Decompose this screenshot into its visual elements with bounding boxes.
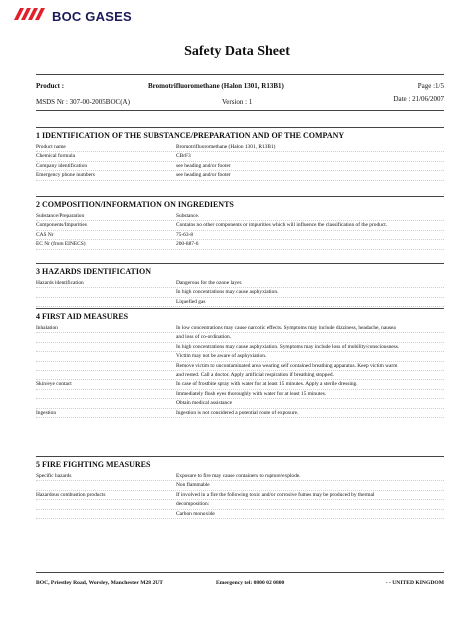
page-number: Page :1/5 [417, 82, 444, 90]
field-label: Specific hazards [36, 473, 72, 479]
field-label: EC Nr (from EINECS) [36, 241, 86, 248]
field-value: 75-63-8 [176, 231, 194, 238]
section-rule [36, 308, 444, 309]
row-divider [36, 490, 444, 491]
boc-stripes-icon [8, 7, 50, 21]
row-divider [36, 249, 444, 250]
field-label: Inhalation [36, 325, 58, 331]
section-rule [36, 456, 444, 457]
header-top-rule [36, 74, 444, 75]
field-value: Liquefied gas [176, 298, 206, 305]
field-value: 200-887-6 [176, 241, 199, 248]
header-bottom-rule [36, 110, 444, 111]
row-divider [36, 499, 444, 500]
row-divider [36, 287, 444, 288]
row-divider [36, 518, 444, 519]
field-value: In high concentrations may cause asphyxiation. [176, 289, 279, 296]
msds-number: MSDS Nr : 307-00-2005BOC(A) [36, 98, 130, 106]
section-title: 5 FIRE FIGHTING MEASURES [36, 460, 151, 469]
field-label: Hazardous combustion products [36, 491, 106, 498]
row-divider [36, 342, 444, 343]
section-title: 2 COMPOSITION/INFORMATION ON INGREDIENTS [36, 200, 234, 209]
row-divider [36, 408, 444, 409]
field-value: If involved in a fire the following toxic and/or corrosive fumes may be produced by thermal [176, 491, 375, 498]
row-divider [36, 170, 444, 171]
field-value: Exposure to fire may cause containers to rupture/explode. [176, 473, 301, 479]
document-title: Safety Data Sheet [184, 44, 290, 59]
field-label: CAS Nr [36, 231, 54, 238]
row-divider [36, 332, 444, 333]
version: Version : 1 [222, 98, 253, 106]
footer-emergency: Emergency tel: 0800 02 0800 [216, 580, 285, 586]
row-divider [36, 480, 444, 481]
product-name: Bromotrifluoromethane (Halon 1301, R13B1) [148, 82, 284, 90]
document-date: Date : 21/06/2007 [393, 95, 444, 103]
field-label: Skin/eye contact [36, 381, 72, 388]
section-rule [36, 196, 444, 197]
field-value: Carbon monoxide [176, 510, 215, 517]
field-value: In high concentrations may cause asphyxiation. Symptoms may include loss of mobility/consciousness. [176, 343, 400, 350]
field-label: Emergency phone numbers [36, 172, 95, 179]
row-divider [36, 239, 444, 240]
boc-gases-logo [8, 6, 132, 24]
field-value: Non flammable [176, 482, 210, 489]
section-rule [36, 263, 444, 264]
row-divider [36, 151, 444, 152]
field-label: Substance/Preparation [36, 213, 85, 219]
row-divider [36, 230, 444, 231]
field-value: In case of frostbite spray with water for at least 15 minutes. Apply a sterile dressing. [176, 381, 358, 388]
field-label: Components/Impurities [36, 222, 87, 229]
field-value: and rested. Call a doctor. Apply artificial respiration if breathing stopped. [176, 372, 334, 378]
product-label: Product : [36, 82, 65, 90]
field-value: see heading and/or footer [176, 162, 231, 169]
field-value: and loss of co-ordination. [176, 334, 232, 341]
field-value: Obtain medical assistance [176, 400, 232, 407]
row-divider [36, 509, 444, 510]
field-value: Bromotrifluoromethane (Halon 1301, R13B1) [176, 144, 276, 150]
section-title: 3 HAZARDS IDENTIFICATION [36, 267, 151, 276]
section-rule [36, 127, 444, 128]
field-value: Victim may not be aware of asphyxiation. [176, 353, 267, 360]
field-value: Ingestion is not considered a potential route of exposure. [176, 409, 299, 416]
row-divider [36, 161, 444, 162]
field-value: Remove victim to uncontaminated area wearing self contained breathing apparatus. Keep victim warm [176, 362, 398, 369]
field-label: Company identification [36, 162, 88, 169]
field-label: Ingestion [36, 409, 57, 416]
row-divider [36, 389, 444, 390]
row-divider [36, 297, 444, 298]
footer-address: BOC, Priestley Road, Worsley, Manchester M28 2UT [36, 580, 164, 586]
row-divider [36, 417, 444, 418]
field-label: Chemical formula [36, 153, 76, 160]
brand-name: BOC GASES [52, 9, 132, 24]
section-title: 4 FIRST AID MEASURES [36, 312, 129, 321]
row-divider [36, 361, 444, 362]
row-divider [36, 398, 444, 399]
field-value: Dangerous for the ozone layer. [176, 280, 243, 286]
field-label: Hazards identification [36, 280, 84, 286]
field-label: Product name [36, 144, 66, 150]
row-divider [36, 180, 444, 181]
footer-country: - - UNITED KINGDOM [385, 580, 444, 586]
field-value: In low concentrations may cause narcotic effects. Symptoms may include dizziness, headache, nausea [176, 325, 396, 331]
row-divider [36, 370, 444, 371]
field-value: Immediately flush eyes thoroughly with water for at least 15 minutes. [176, 390, 327, 397]
field-value: decomposition: [176, 501, 210, 508]
field-value: Contains no other components or impurities which will influence the classification of the product. [176, 222, 388, 229]
field-value: Substance. [176, 213, 200, 219]
section-title: 1 IDENTIFICATION OF THE SUBSTANCE/PREPARATION AND OF THE COMPANY [36, 131, 345, 140]
field-value: see heading and/or footer [176, 172, 231, 179]
footer-rule [36, 572, 444, 573]
field-value: CBrF3 [176, 153, 191, 160]
